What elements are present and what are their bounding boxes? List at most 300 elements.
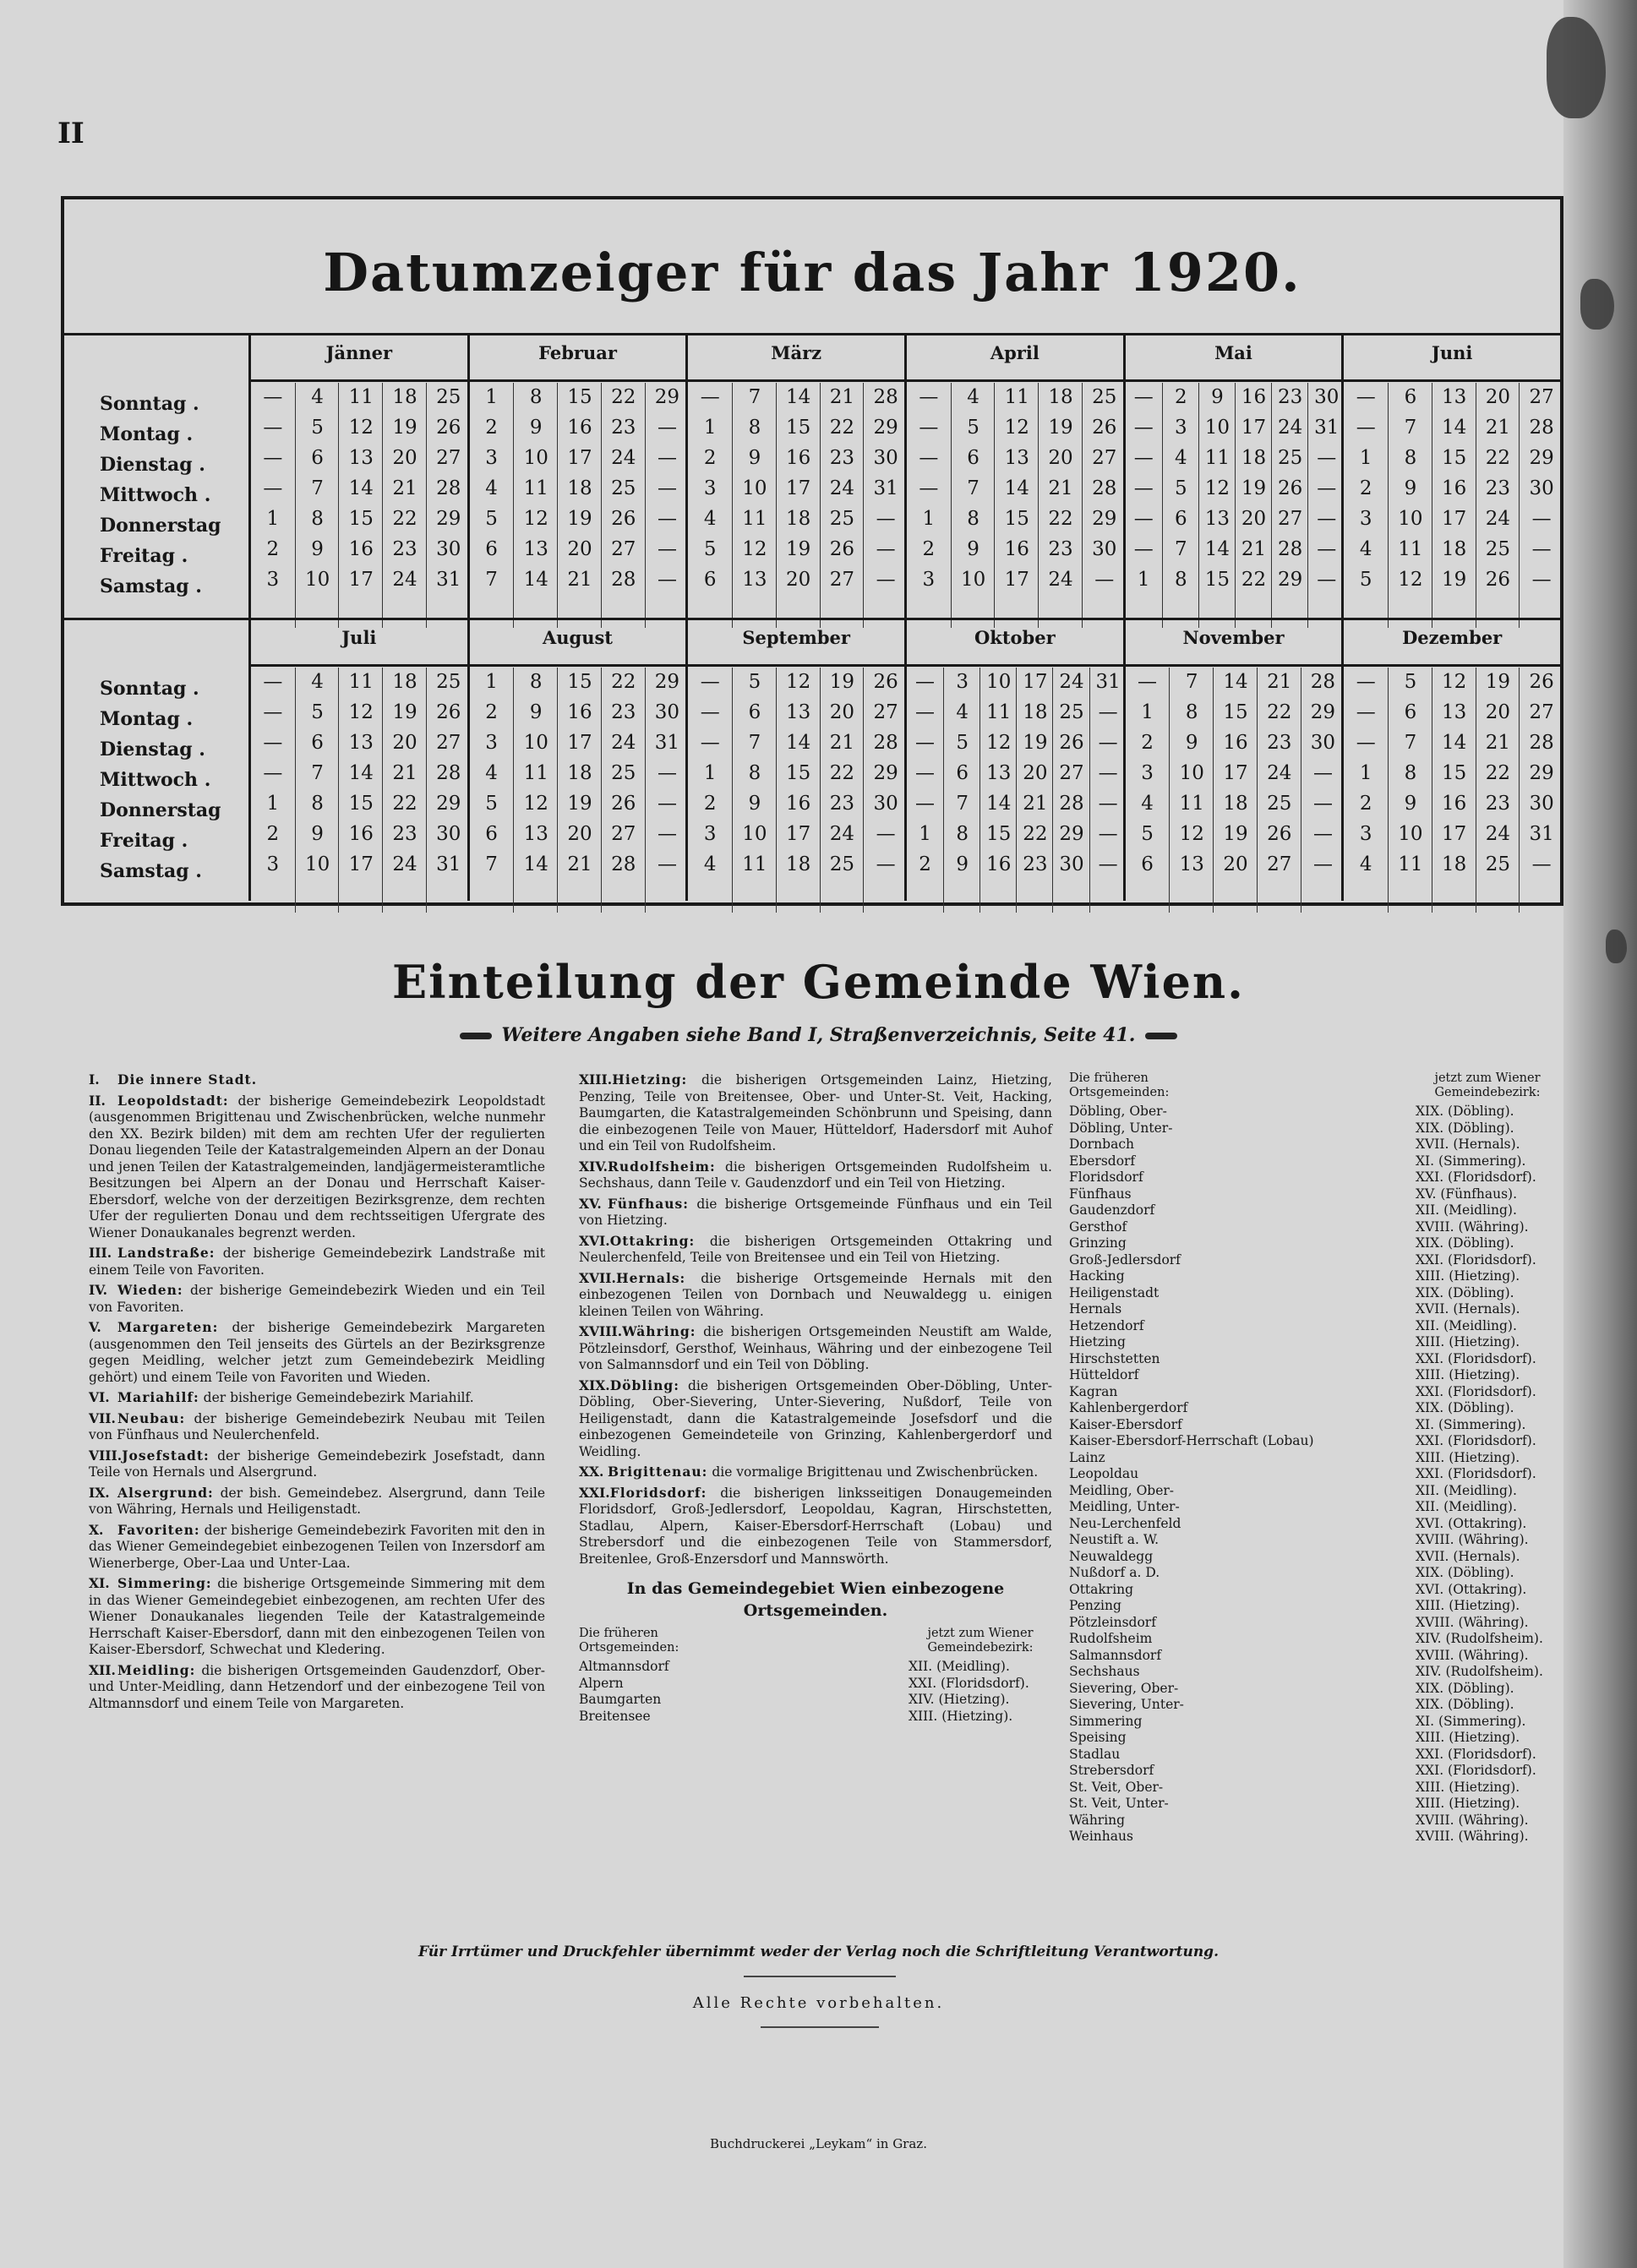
former-community: Kagran	[1069, 1383, 1118, 1399]
day-cell: —	[657, 853, 677, 875]
day-cell: 20	[1485, 386, 1511, 408]
day-cell: 26	[1529, 671, 1554, 693]
day-cell: 8	[1404, 762, 1417, 784]
day-cell: —	[1098, 853, 1118, 875]
day-cell: 14	[1442, 732, 1467, 754]
current-district: XIX. (Döbling).	[1416, 1104, 1514, 1119]
day-cell: 15	[348, 793, 374, 815]
community-row	[1069, 1499, 1559, 1516]
month-header	[1126, 620, 1342, 667]
district-entry	[89, 1389, 545, 1407]
day-cell: —	[263, 417, 283, 439]
day-cell: 26	[1278, 477, 1303, 499]
day-cell: —	[657, 417, 677, 439]
community-row	[1069, 1829, 1559, 1845]
day-cell: 15	[1204, 569, 1230, 591]
district-entry	[579, 1485, 1052, 1568]
day-cell: 12	[986, 732, 1012, 754]
district-name: Landstraße:	[117, 1245, 216, 1261]
day-cell: 24	[1059, 671, 1084, 693]
day-cell: 27	[1529, 386, 1554, 408]
day-cell: 9	[529, 417, 543, 439]
district-description: die bisherigen Ortsgemeinden Gaudenzdorf, Ober- und Unter-Meidling, dann Hetzendorf und der einbezogene Teil von Altmannsdorf und einem Teile von Margareten.	[89, 1662, 545, 1711]
day-cell: 30	[436, 823, 461, 845]
day-cell: 7	[311, 477, 324, 499]
day-cell: 5	[748, 671, 761, 693]
day-cell: 29	[1092, 508, 1117, 530]
day-cell: 22	[611, 386, 636, 408]
community-row	[579, 1659, 1052, 1676]
day-cell: 5	[1404, 671, 1417, 693]
current-district: XIX. (Döbling).	[1416, 1120, 1514, 1136]
former-community: Nußdorf a. D.	[1069, 1565, 1160, 1580]
day-cell: 15	[1004, 508, 1029, 530]
divider	[761, 2026, 879, 2028]
day-cell: —	[919, 417, 939, 439]
district-number: IX.	[89, 1484, 110, 1501]
former-community: Speising	[1069, 1730, 1127, 1745]
day-cell: 14	[523, 569, 548, 591]
current-district: XII. (Meidling).	[909, 1659, 1010, 1674]
week-column	[732, 668, 777, 913]
day-cell: 28	[436, 477, 461, 499]
day-cell: 10	[523, 732, 548, 754]
incorporated-table-rows	[579, 1659, 1052, 1725]
day-cell: 6	[1404, 701, 1417, 723]
day-cell: 18	[1442, 853, 1467, 875]
day-cell: 20	[829, 701, 855, 723]
day-cell: 23	[392, 538, 417, 560]
district-number: XV.	[579, 1195, 602, 1212]
month-name: Mai	[1214, 342, 1252, 363]
day-cell: 7	[1175, 538, 1187, 560]
day-cell: 25	[1092, 386, 1117, 408]
day-cell: 7	[1404, 732, 1417, 754]
day-cell: 16	[567, 417, 592, 439]
week-column	[1432, 668, 1476, 913]
day-cell: —	[263, 447, 283, 469]
week-column	[688, 668, 732, 913]
day-cell: 17	[1004, 569, 1029, 591]
week-column	[295, 668, 340, 913]
district-entry	[89, 1282, 545, 1316]
day-cell: 20	[392, 447, 417, 469]
rights-notice: Alle Rechte vorbehalten.	[692, 1994, 945, 2012]
day-cell: 20	[1485, 701, 1511, 723]
week-column	[251, 668, 295, 913]
community-row	[1069, 1450, 1559, 1467]
day-cell: 23	[829, 793, 855, 815]
month-header	[907, 620, 1123, 667]
community-row	[1069, 1549, 1559, 1566]
former-community: Simmering	[1069, 1713, 1143, 1729]
day-cell: 30	[1092, 538, 1117, 560]
district-description: die bisherige Ortsgemeinde Fünfhaus und ein Teil von Hietzing.	[579, 1196, 1052, 1228]
community-row	[1069, 1631, 1559, 1648]
day-cell: 27	[829, 569, 855, 591]
section-subtitle	[0, 1024, 1637, 1046]
day-cell: 22	[392, 793, 417, 815]
current-district: XIV. (Hietzing).	[909, 1692, 1010, 1707]
day-cell: 29	[1529, 762, 1554, 784]
day-cell: 25	[611, 762, 636, 784]
current-district: XIII. (Hietzing).	[1416, 1598, 1520, 1613]
month-name: August	[542, 627, 613, 648]
day-cell: 7	[956, 793, 969, 815]
day-cell: 17	[1023, 671, 1048, 693]
day-cell: 1	[266, 508, 280, 530]
day-cell: 17	[1223, 762, 1248, 784]
day-cell: —	[1317, 447, 1337, 469]
former-community: Floridsdorf	[1069, 1169, 1143, 1185]
day-cell: —	[263, 671, 283, 693]
day-cell: —	[657, 793, 677, 815]
day-cell: 14	[1223, 671, 1248, 693]
day-cell: 10	[986, 671, 1012, 693]
day-cell: 23	[829, 447, 855, 469]
weekday-label: Freitag .	[100, 830, 188, 852]
district-name: Favoriten:	[117, 1521, 200, 1538]
month-name: März	[771, 342, 822, 363]
day-cell: 12	[523, 793, 548, 815]
day-cell: 1	[485, 671, 498, 693]
day-cell: 7	[748, 732, 761, 754]
day-cell: 4	[703, 508, 717, 530]
community-row	[1069, 1219, 1559, 1236]
district-entry	[89, 1093, 545, 1242]
day-cell: 27	[1267, 853, 1292, 875]
day-cell: 6	[1141, 853, 1154, 875]
day-cell: 23	[1278, 386, 1303, 408]
day-cell: 17	[567, 447, 592, 469]
day-cell: 28	[436, 762, 461, 784]
calendar-second-half	[64, 618, 1560, 901]
district-description: die bisherige Ortsgemeinde Hernals mit den einbezogenen Teilen von Dornbach und Neuwaldegg u. einigen kleinen Teilen von Währing.	[579, 1270, 1052, 1319]
day-cell: 1	[485, 386, 498, 408]
day-cell: 18	[1223, 793, 1248, 815]
week-column	[776, 668, 821, 913]
day-cell: 19	[786, 538, 811, 560]
week-column	[1213, 668, 1258, 913]
community-row	[1069, 1285, 1559, 1302]
day-cell: —	[657, 569, 677, 591]
day-cell: 17	[1241, 417, 1267, 439]
day-cell: 25	[829, 853, 855, 875]
calendar-title: Datumzeiger für das Jahr 1920.	[323, 242, 1301, 303]
district-number: IV.	[89, 1282, 107, 1298]
week-column	[1089, 668, 1127, 913]
day-cell: 11	[1204, 447, 1230, 469]
week-column	[994, 383, 1039, 628]
day-cell: 22	[611, 671, 636, 693]
day-cell: 24	[1278, 417, 1303, 439]
week-column	[1235, 383, 1272, 628]
day-cell: 20	[786, 569, 811, 591]
current-district: XIII. (Hietzing).	[1416, 1268, 1520, 1284]
day-cell: 27	[611, 823, 636, 845]
day-cell: 31	[1529, 823, 1554, 845]
day-cell: 27	[1529, 701, 1554, 723]
community-row	[579, 1676, 1052, 1693]
day-cell: —	[915, 793, 936, 815]
week-column	[426, 668, 471, 913]
weekday-label: Samstag .	[100, 860, 202, 882]
day-cell: —	[1317, 538, 1337, 560]
district-name: Margareten:	[117, 1319, 219, 1335]
day-cell: 6	[748, 701, 761, 723]
current-district: XII. (Meidling).	[1416, 1499, 1517, 1514]
day-cell: —	[1098, 762, 1118, 784]
day-cell: 25	[436, 671, 461, 693]
day-cell: 25	[1267, 793, 1292, 815]
former-community: Leopoldau	[1069, 1466, 1139, 1481]
day-cell: 4	[311, 671, 324, 693]
day-cell: 17	[567, 732, 592, 754]
day-cell: —	[1317, 508, 1337, 530]
community-row	[1069, 1615, 1559, 1632]
month-block	[248, 618, 467, 901]
month-header	[907, 335, 1123, 382]
day-cell: —	[263, 477, 283, 499]
former-community: Ottakring	[1069, 1581, 1134, 1597]
community-row	[1069, 1104, 1559, 1120]
day-cell: 3	[1141, 762, 1154, 784]
district-name: Alsergrund:	[117, 1484, 214, 1501]
day-cell: 27	[1059, 762, 1084, 784]
day-cell: 24	[1267, 762, 1292, 784]
day-cell: 20	[392, 732, 417, 754]
day-cell: 30	[1310, 732, 1336, 754]
day-cell: 8	[311, 508, 324, 530]
former-community: Neustift a. W.	[1069, 1532, 1159, 1547]
day-cell: 5	[1141, 823, 1154, 845]
month-header	[1344, 335, 1560, 382]
day-cell: 24	[611, 732, 636, 754]
week-column	[601, 668, 646, 913]
day-cell: 30	[1529, 793, 1554, 815]
day-cell: —	[1094, 569, 1115, 591]
day-cell: 18	[567, 762, 592, 784]
day-cell: 13	[1179, 853, 1204, 875]
day-cell: 26	[436, 417, 461, 439]
day-cell: —	[876, 569, 896, 591]
week-column	[1519, 668, 1563, 913]
community-row	[1069, 1648, 1559, 1665]
day-cell: 13	[348, 447, 374, 469]
day-cell: 1	[1359, 762, 1372, 784]
day-cell: 25	[1278, 447, 1303, 469]
page-number: II	[57, 117, 85, 150]
day-cell: 24	[611, 447, 636, 469]
day-cell: 15	[567, 386, 592, 408]
day-cell: 26	[1267, 823, 1292, 845]
day-cell: 23	[1485, 793, 1511, 815]
incorporated-heading: In das Gemeindegebiet Wien einbezogene Ortsgemeinden.	[626, 1579, 1005, 1620]
day-cell: 17	[1442, 508, 1467, 530]
current-district: XXI. (Floridsdorf).	[909, 1675, 1029, 1691]
day-cell: 13	[1204, 508, 1230, 530]
weekday-label: Montag .	[100, 708, 194, 730]
day-cell: 21	[1023, 793, 1048, 815]
district-description: der bisherige Gemeindebezirk Mariahilf.	[203, 1390, 474, 1405]
day-cell: 26	[873, 671, 898, 693]
day-cell: 16	[567, 701, 592, 723]
day-cell: 24	[392, 569, 417, 591]
day-cell: 2	[485, 417, 498, 439]
district-name: Brigittenau:	[608, 1464, 708, 1480]
former-community: Rudolfsheim	[1069, 1631, 1153, 1646]
day-cell: 3	[703, 823, 717, 845]
week-column	[820, 668, 865, 913]
day-cell: 23	[1048, 538, 1073, 560]
week-column	[1198, 383, 1236, 628]
day-cell: 24	[1485, 508, 1511, 530]
week-column	[863, 383, 908, 628]
current-district: XVIII. (Währing).	[1416, 1812, 1529, 1828]
day-cell: 31	[654, 732, 680, 754]
day-cell: —	[263, 386, 283, 408]
day-cell: 13	[1442, 386, 1467, 408]
district-name: Josefstadt:	[122, 1447, 210, 1464]
month-block	[1123, 618, 1342, 901]
district-description: der bisherige Gemeindebezirk Landstraße mit einem Teile von Favoriten.	[89, 1246, 545, 1278]
former-community: Meidling, Unter-	[1069, 1499, 1180, 1514]
day-cell: 5	[956, 732, 969, 754]
district-number: XXI.	[579, 1484, 610, 1501]
day-cell: 13	[742, 569, 767, 591]
day-cell: 24	[392, 853, 417, 875]
week-column	[1519, 383, 1563, 628]
day-cell: 6	[485, 538, 498, 560]
current-district: XV. (Fünfhaus).	[1416, 1186, 1518, 1202]
community-row	[1069, 1433, 1559, 1450]
day-cell: 12	[348, 701, 374, 723]
former-community: Grinzing	[1069, 1235, 1127, 1251]
day-cell: 15	[786, 762, 811, 784]
day-cell: 9	[967, 538, 979, 560]
day-cell: 21	[1267, 671, 1292, 693]
day-cell: 9	[748, 793, 761, 815]
district-description: die bisherigen Ortsgemeinden Ober-Döbling, Unter-Döbling, Ober-Sievering, Unter-Sievering, Nußdorf, Teile von Heiligenstadt, dann die Katastralgemeinde Josefsdorf und die einbezogenen Gemeindeteile von Grinzing, Kahlenbergerdorf und Weidling.	[579, 1377, 1052, 1459]
day-cell: 12	[786, 671, 811, 693]
day-cell: 29	[1059, 823, 1084, 845]
day-cell: 26	[1059, 732, 1084, 754]
day-cell: 29	[873, 417, 898, 439]
month-block	[467, 618, 686, 901]
day-cell: 8	[748, 762, 761, 784]
current-district: XVIII. (Währing).	[1416, 1532, 1529, 1547]
day-cell: 29	[1310, 701, 1336, 723]
day-cell: 7	[1185, 671, 1198, 693]
day-cell: 2	[1175, 386, 1187, 408]
day-cell: 16	[348, 538, 374, 560]
day-cell: 12	[1204, 477, 1230, 499]
day-cell: 12	[1179, 823, 1204, 845]
day-cell: —	[1531, 538, 1552, 560]
day-cell: 28	[873, 386, 898, 408]
day-cell: —	[1133, 538, 1154, 560]
current-district: XIX. (Döbling).	[1416, 1565, 1514, 1580]
day-cell: 14	[1004, 477, 1029, 499]
day-cell: 22	[392, 508, 417, 530]
day-cell: 21	[392, 762, 417, 784]
day-cell: 28	[1310, 671, 1336, 693]
day-cell: 23	[392, 823, 417, 845]
day-cell: —	[876, 853, 896, 875]
header-now: jetzt zum Wiener Gemeindebezirk:	[927, 1627, 1034, 1655]
day-cell: 27	[611, 538, 636, 560]
day-cell: 16	[1004, 538, 1029, 560]
day-cell: 2	[1141, 732, 1154, 754]
day-cell: 6	[956, 762, 969, 784]
district-name: Währing:	[622, 1323, 696, 1339]
former-communities-rows	[1069, 1104, 1559, 1845]
day-cell: 21	[1485, 732, 1511, 754]
week-column	[470, 383, 514, 628]
district-name: Mariahilf:	[117, 1389, 199, 1405]
day-cell: —	[1133, 386, 1154, 408]
current-district: XIII. (Hietzing).	[1416, 1796, 1520, 1811]
day-cell: 8	[529, 386, 543, 408]
current-district: XIII. (Hietzing).	[1416, 1334, 1520, 1349]
day-cell: 28	[1278, 538, 1303, 560]
district-number: VII.	[89, 1409, 116, 1426]
current-district: XIII. (Hietzing).	[1416, 1449, 1520, 1465]
week-column	[907, 668, 943, 913]
former-community: Gaudenzdorf	[1069, 1202, 1155, 1218]
day-cell: 17	[1442, 823, 1467, 845]
day-cell: 29	[436, 508, 461, 530]
month-header	[251, 620, 467, 667]
day-cell: 22	[1485, 762, 1511, 784]
former-community: Gersthof	[1069, 1219, 1127, 1235]
day-cell: 19	[567, 508, 592, 530]
district-description: die bisherige Ortsgemeinde Simmering mit dem in das Wiener Gemeindegebiet einbezogenen, am rechten Ufer des Wiener Donaukanales liegenden Teile der Katastralgemeinde Herrschaft Kaiser-Ebersdorf, dann mit den einbezogenen Teilen von Kaiser-Ebersdorf, Schwechat und Kledering.	[89, 1576, 545, 1657]
community-row	[1069, 1565, 1559, 1582]
week-column	[1016, 668, 1053, 913]
day-cell: —	[1133, 447, 1154, 469]
current-district: XXI. (Floridsdorf).	[1416, 1383, 1536, 1399]
former-community: Sechshaus	[1069, 1664, 1140, 1679]
day-cell: 4	[967, 386, 979, 408]
day-cell: 18	[392, 386, 417, 408]
week-column	[1257, 668, 1301, 913]
week-column	[1038, 383, 1083, 628]
district-entry	[89, 1575, 545, 1659]
month-block	[1341, 618, 1560, 901]
district-entry	[579, 1377, 1052, 1461]
day-cell: 18	[1023, 701, 1048, 723]
current-district: XXI. (Floridsdorf).	[1416, 1763, 1536, 1778]
week-column	[645, 668, 690, 913]
day-cell: 11	[742, 853, 767, 875]
former-community: Hernals	[1069, 1301, 1122, 1317]
day-cell: —	[1098, 701, 1118, 723]
day-cell: —	[1312, 853, 1333, 875]
day-cell: 2	[485, 701, 498, 723]
day-cell: 8	[956, 823, 969, 845]
day-cell: 8	[1175, 569, 1187, 591]
week-column	[820, 383, 865, 628]
former-community: Sievering, Unter-	[1069, 1697, 1184, 1712]
district-entry	[89, 1071, 545, 1089]
day-cell: 21	[1048, 477, 1073, 499]
former-community: Hirschstetten	[1069, 1350, 1160, 1366]
weekday-label: Sonntag .	[100, 393, 199, 415]
district-name: Neubau:	[117, 1409, 186, 1426]
day-cell: 4	[1359, 853, 1372, 875]
day-cell: 10	[523, 447, 548, 469]
